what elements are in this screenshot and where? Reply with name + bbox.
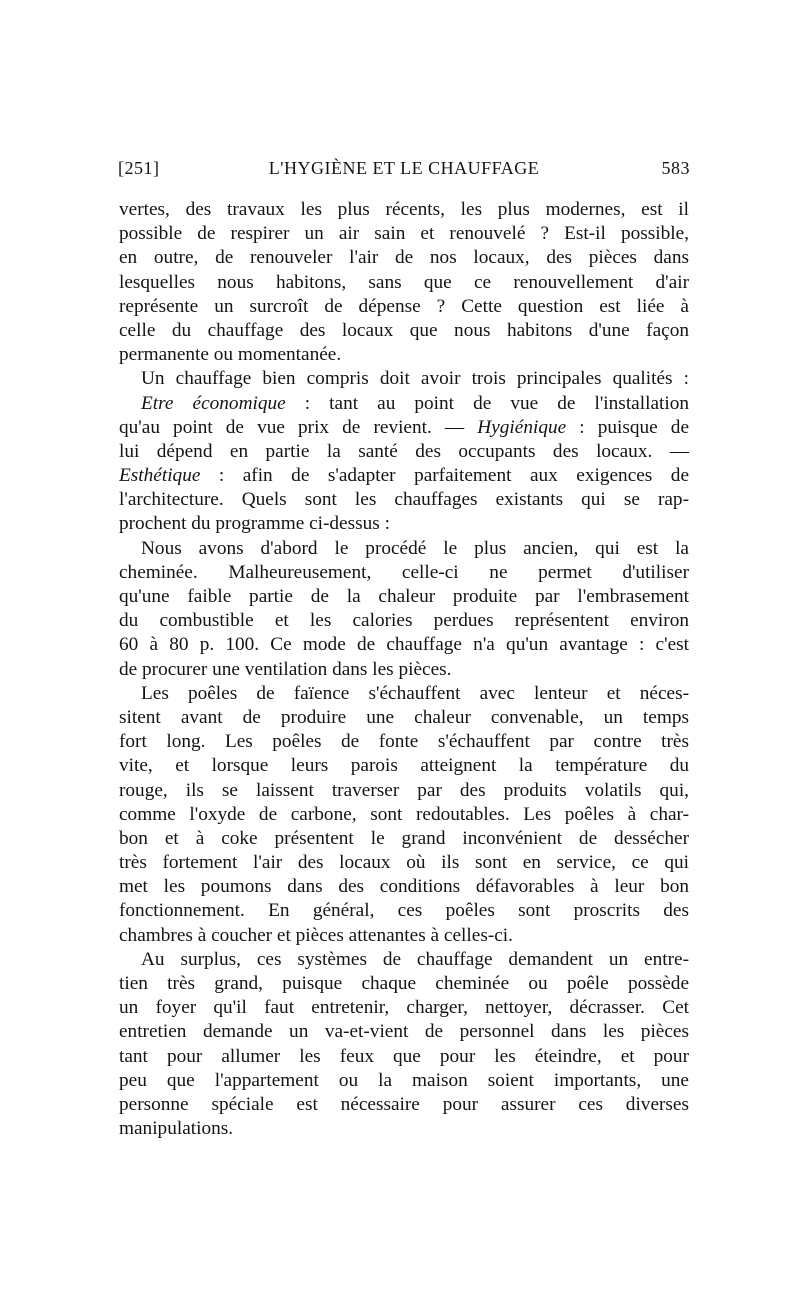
text-line: Un chauffage bien compris doit avoir trois principales qualités : [141, 368, 689, 390]
text-line: un foyer qu'il faut entretenir, charger, nettoyer, décrasser. Cet [119, 997, 689, 1019]
text-line: chambres à coucher et pièces attenantes à celles-ci. [119, 924, 513, 946]
text-line: Au surplus, ces systèmes de chauffage demandent un entre- [141, 948, 689, 970]
text-line: l'architecture. Quels sont les chauffages existants qui se rap- [119, 489, 689, 511]
body-text [119, 198, 689, 1141]
text-line: tant pour allumer les feux que pour les éteindre, et pour [119, 1045, 689, 1067]
text-line: Nous avons d'abord le procédé le plus ancien, qui est la [141, 537, 689, 559]
text-line: du combustible et les calories perdues représentent environ [119, 610, 689, 632]
text-line: lui dépend en partie la santé des occupants des locaux. — [119, 440, 689, 462]
header-title: L'HYGIÈNE ET LE CHAUFFAGE [268, 158, 540, 178]
text-line: représente un surcroît de dépense ? Cette question est liée à [119, 295, 689, 317]
text-line: prochent du programme ci-dessus : [119, 513, 390, 535]
header-section-number: [251] [118, 158, 160, 178]
text-line: qu'une faible partie de la chaleur produite par l'embrasement [119, 586, 689, 607]
text-line: sitent avant de produire une chaleur convenable, un temps [119, 706, 689, 728]
text-line [119, 464, 689, 488]
text-line: fort long. Les poêles de fonte s'échauffent par contre très [119, 731, 689, 753]
text-line [119, 416, 689, 440]
text-line: très fortement l'air des locaux où ils sont en service, ce qui [119, 852, 689, 874]
text-line: de procurer une ventilation dans les pièces. [119, 658, 452, 680]
text-segment: : tant au point de vue de l'installation [285, 392, 689, 414]
text-segment: : puisque de [566, 416, 689, 438]
text-segment: qu'au point de vue prix de revient. — [119, 416, 478, 438]
text-line: possible de respirer un air sain et renouvelé ? Est-il possible, [119, 223, 689, 245]
text-line: entretien demande un va-et-vient de personnel dans les pièces [119, 1021, 689, 1043]
text-line: cheminée. Malheureusement, celle-ci ne permet d'utiliser [119, 561, 689, 583]
text-line [119, 392, 689, 416]
italic-term: Esthétique [119, 465, 201, 487]
text-line: celle du chauffage des locaux que nous habitons d'une façon [119, 319, 689, 341]
text-line: vertes, des travaux les plus récents, les plus modernes, est il [119, 199, 689, 220]
text-line: peu que l'appartement ou la maison soient importants, une [119, 1069, 689, 1091]
text-segment: : afin de s'adapter parfaitement aux exigences de [200, 465, 689, 487]
text-line: en outre, de renouveler l'air de nos locaux, des pièces dans [119, 247, 689, 269]
text-line: lesquelles nous habitons, sans que ce renouvellement d'air [119, 271, 689, 293]
italic-term: Hygiénique [477, 416, 567, 438]
text-line: personne spéciale est nécessaire pour assurer ces diverses [119, 1093, 689, 1115]
italic-term: Etre économique [141, 392, 286, 414]
text-line: bon et à coke présentent le grand inconvénient de dessécher [119, 827, 689, 849]
text-line: comme l'oxyde de carbone, sont redoutables. Les poêles à char- [119, 803, 689, 825]
running-header [118, 158, 690, 184]
text-line: rouge, ils se laissent traverser par des produits volatils qui, [119, 779, 689, 801]
text-line: Les poêles de faïence s'échauffent avec lenteur et néces- [141, 682, 689, 704]
text-line: tien très grand, puisque chaque cheminée ou poêle possède [119, 973, 689, 994]
text-line: manipulations. [119, 1118, 234, 1140]
text-line: permanente ou momentanée. [119, 344, 342, 366]
page-number: 583 [661, 158, 690, 178]
text-line: fonctionnement. En général, ces poêles sont proscrits des [119, 900, 689, 922]
text-line: met les poumons dans des conditions défavorables à leur bon [119, 876, 689, 898]
text-line: 60 à 80 p. 100. Ce mode de chauffage n'a qu'un avantage : c'est [119, 634, 689, 656]
text-line: vite, et lorsque leurs parois atteignent la température du [119, 755, 689, 777]
